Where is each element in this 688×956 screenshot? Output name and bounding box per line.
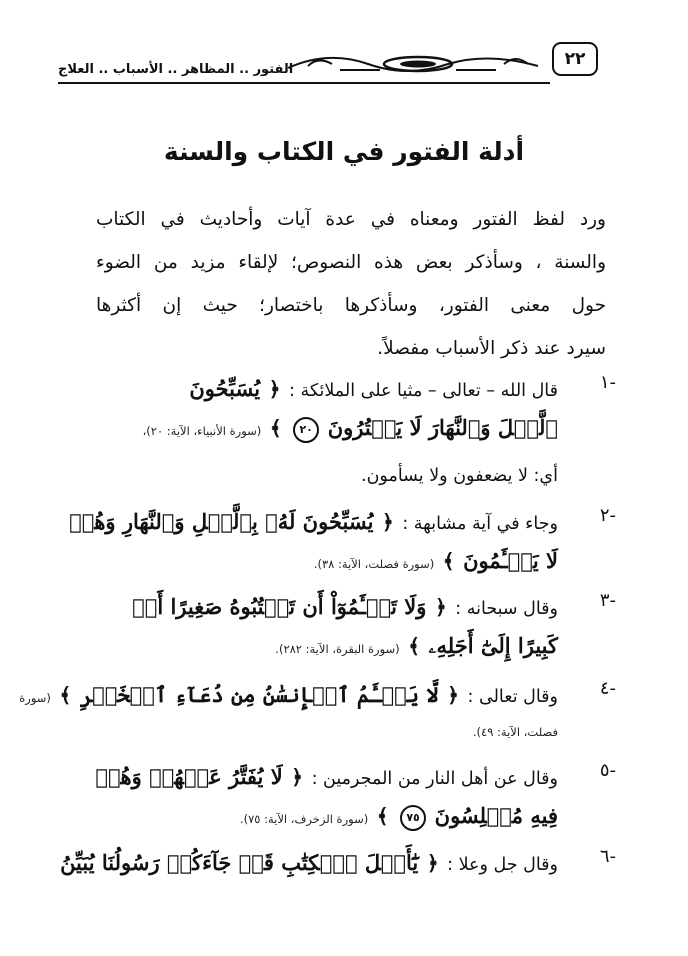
ayah-number-mark: ٢٠: [293, 417, 319, 443]
section-heading: أدلة الفتور في الكتاب والسنة: [163, 137, 525, 166]
quran-close-bracket: ﴾: [269, 416, 282, 440]
quran-close-bracket: ﴾: [376, 804, 389, 828]
item-intro: وجاء في آية مشابهة :: [402, 514, 558, 534]
item-number: -١: [599, 372, 616, 393]
quran-close-bracket: ﴾: [442, 549, 455, 573]
quran-text: يُسَبِّحُونَ لَهُۥ بِٱلَّيۡلِ وَٱلنَّهَارِ وَهُمۡ: [69, 509, 374, 534]
item-note: أي: لا يضعفون ولا يسأمون.: [361, 466, 558, 486]
item-number: -٤: [599, 678, 616, 699]
item-intro: وقال عن أهل النار من المجرمين :: [311, 769, 558, 789]
surah-reference: (سورة الزخرف، الآية: ٧٥).: [239, 812, 369, 826]
quran-text: يُسَبِّحُونَ: [189, 376, 261, 401]
quran-open-bracket: ﴿: [447, 683, 459, 707]
quran-text: لَا يُفَتَّرُ عَنۡهُمۡ وَهُمۡ: [95, 764, 283, 789]
surah-reference: (سورة الأنبياء، الآية: ٢٠)،: [142, 424, 262, 438]
quran-open-bracket: ﴿: [426, 851, 439, 875]
page-number: ٢٢: [552, 42, 598, 76]
quran-text: كَبِيرًا إِلَىٰٓ أَجَلِهِۦ: [428, 633, 558, 658]
running-title: الفتور .. المظاهر .. الأسباب .. العلاج: [58, 62, 294, 77]
ayah-number-mark: ٧٥: [400, 805, 426, 831]
quran-text: فِيهِ مُبۡلِسُونَ: [434, 803, 558, 828]
quran-close-bracket: ﴾: [59, 683, 72, 707]
quran-text: لَا يَسۡـَٔمُونَ: [463, 548, 558, 573]
header-rule: [58, 82, 550, 84]
quran-text: ٱلَّيۡلَ وَٱلنَّهَارَ لَا يَفۡتُرُونَ: [327, 415, 558, 440]
header-ornament-icon: [288, 46, 548, 76]
quran-open-bracket: ﴿: [291, 765, 303, 789]
quran-open-bracket: ﴿: [434, 595, 447, 619]
intro-line: حول معنى الفتور، وسأذكرها باختصار؛ حيث إن أكثرها: [96, 295, 606, 316]
quran-open-bracket: ﴿: [382, 510, 394, 534]
surah-reference: (سورة البقرة، الآية: ٢٨٢).: [275, 642, 400, 656]
surah-reference: (سورة: [19, 691, 51, 705]
quran-text: يَٰٓأَهۡلَ ٱلۡكِتَٰبِ قَدۡ جَآءَكُمۡ رَسُولُنَا يُبَيِّنُ: [60, 850, 419, 875]
item-number: -٣: [599, 590, 616, 611]
item-intro: وقال جل وعلا :: [447, 855, 558, 875]
surah-reference: (سورة فصلت، الآية: ٣٨).: [313, 557, 435, 571]
item-number: -٢: [599, 505, 616, 526]
intro-line: والسنة ، وسأذكر بعض هذه النصوص؛ لإلقاء مزيد من الضوء: [96, 252, 606, 273]
item-intro: وقال سبحانه :: [455, 599, 558, 619]
item-number: -٦: [599, 846, 616, 867]
surah-reference: فصلت، الآية: ٤٩).: [472, 725, 558, 739]
intro-line: ورد لفظ الفتور ومعناه في عدة آيات وأحاديث في الكتاب: [96, 209, 606, 230]
quran-close-bracket: ﴾: [408, 634, 420, 658]
quran-text: وَلَا تَسۡـَٔمُوٓاْ أَن تَكۡتُبُوهُ صَغِيرًا أَوۡ: [132, 594, 427, 619]
quran-open-bracket: ﴿: [268, 377, 281, 401]
item-intro: قال الله – تعالى – مثيا على الملائكة :: [288, 381, 558, 401]
running-header: [58, 40, 598, 86]
quran-text: لَّا يَسۡـَٔمُ ٱلۡإِنسَٰنُ مِن دُعَآءِ ٱلۡخَيۡرِ: [79, 682, 439, 707]
intro-line: سيرد عند ذكر الأسباب مفصلاً.: [377, 338, 606, 359]
item-number: -٥: [599, 760, 616, 781]
item-intro: وقال تعالى :: [467, 687, 558, 707]
intro-paragraph: [96, 198, 606, 370]
